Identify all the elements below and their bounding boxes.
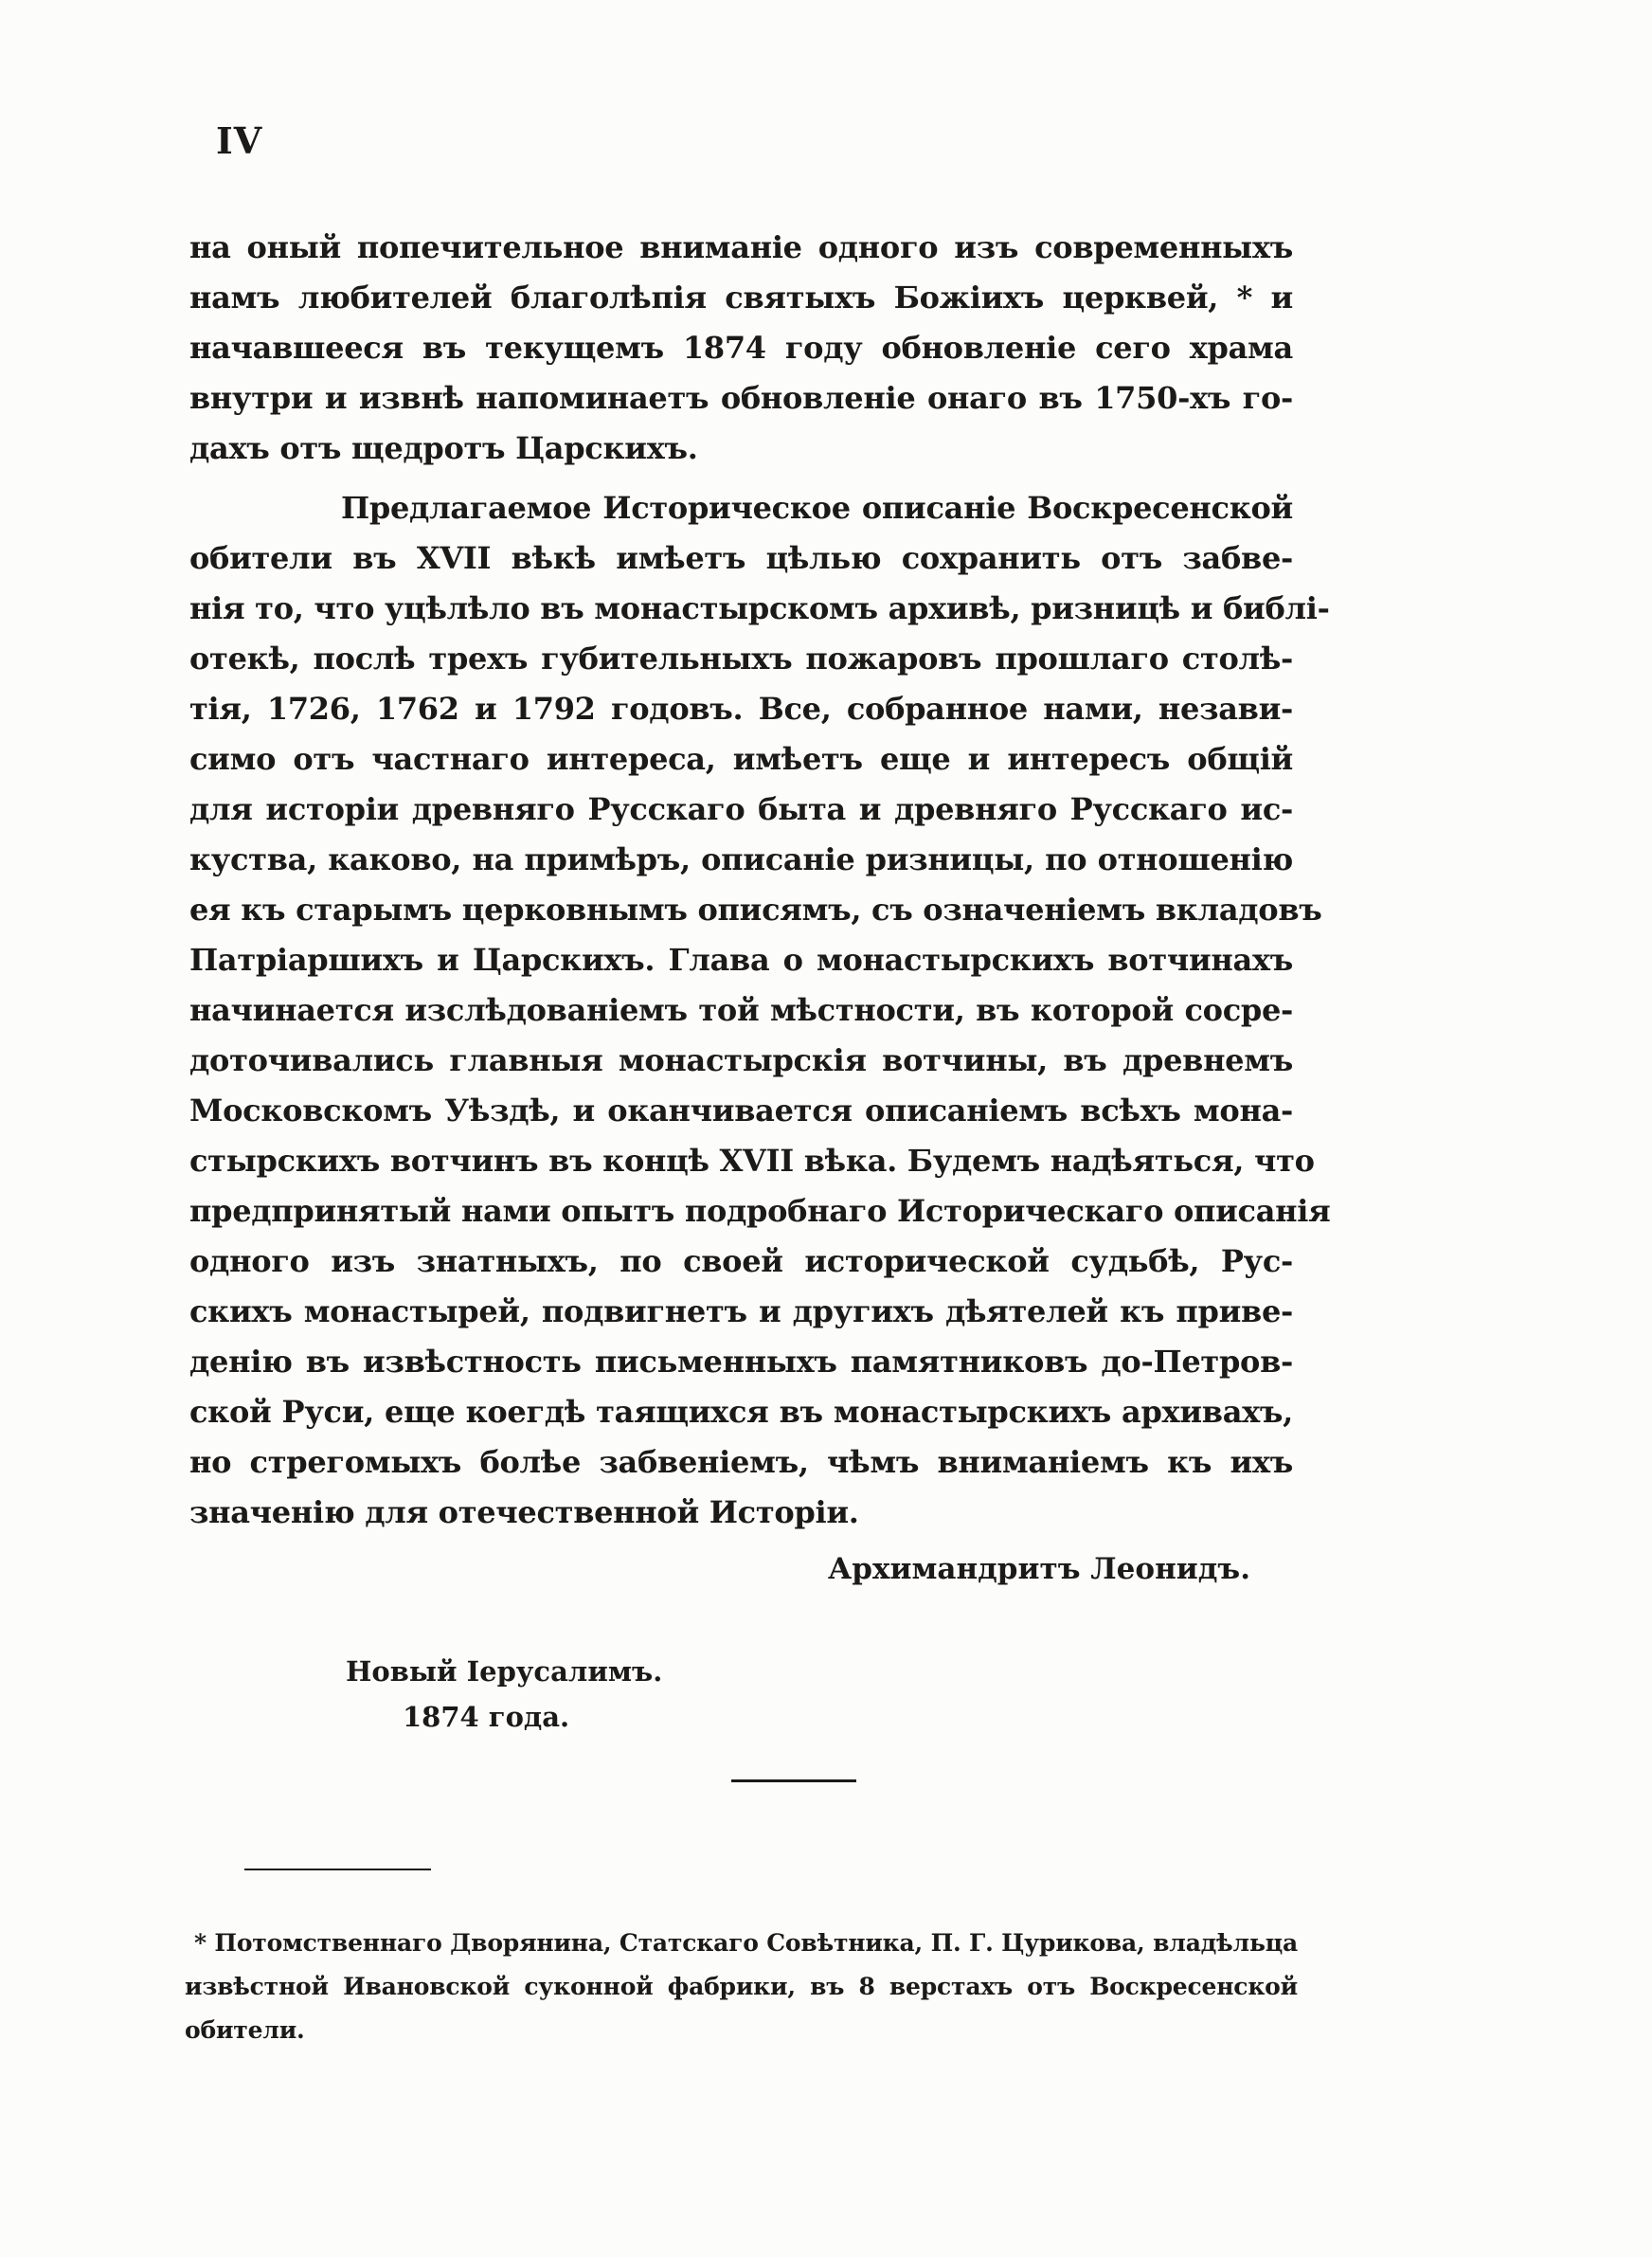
text-line: на оный попечительное вниманіе одного изъ современныхъ	[189, 229, 1293, 265]
place-date-block	[346, 1649, 662, 1740]
text-line: обители въ XVII вѣкѣ имѣетъ цѣлью сохранить отъ забве-	[189, 540, 1293, 576]
paragraph	[189, 223, 1293, 474]
date-line: 1874 года.	[403, 1701, 570, 1733]
text-line: денію въ извѣстность письменныхъ памятниковъ до-Петров-	[189, 1344, 1293, 1380]
paragraph	[189, 483, 1331, 1538]
text-line: Московскомъ Уѣздѣ, и оканчивается описаніемъ всѣхъ мона-	[189, 1092, 1293, 1128]
text-line: ской Руси, еще коегдѣ таящихся въ монастырскихъ архивахъ,	[189, 1394, 1293, 1430]
text-line: дахъ отъ щедротъ Царскихъ.	[189, 430, 698, 466]
body-paragraphs	[189, 223, 1331, 1538]
text-line: намъ любителей благолѣпія святыхъ Божіихъ церквей, * и	[189, 280, 1293, 316]
footnote-line: * Потомственнаго Дворянина, Статскаго Совѣтника, П. Г. Цурикова, владѣльца	[194, 1929, 1298, 1957]
text-line: но стрегомыхъ болѣе забвеніемъ, чѣмъ вниманіемъ къ ихъ	[189, 1444, 1293, 1480]
text-line: отекѣ, послѣ трехъ губительныхъ пожаровъ прошлаго столѣ-	[189, 641, 1293, 677]
text-line: симо отъ частнаго интереса, имѣетъ еще и интересъ общій	[189, 741, 1293, 777]
text-line: Патріаршихъ и Царскихъ. Глава о монастырскихъ вотчинахъ	[189, 942, 1293, 978]
footnote-separator-rule	[244, 1869, 431, 1870]
page-number: IV	[216, 119, 263, 162]
text-line: куства, каково, на примѣръ, описаніе ризницы, по отношенію	[189, 841, 1293, 877]
text-line: начавшееся въ текущемъ 1874 году обновленіе сего храма	[189, 330, 1293, 366]
text-line: нія то, что уцѣлѣло въ монастырскомъ архивѣ, ризницѣ и библі-	[189, 590, 1330, 626]
footnote-block	[185, 1922, 1298, 2052]
footnote-line: извѣстной Ивановской суконной фабрики, въ 8 верстахъ отъ Воскресенской	[185, 1973, 1298, 2000]
text-line: ея къ старымъ церковнымъ описямъ, съ означеніемъ вкладовъ	[189, 892, 1322, 928]
place-line: Новый Іерусалимъ.	[346, 1655, 663, 1688]
text-line: скихъ монастырей, подвигнетъ и другихъ дѣятелей къ приве-	[189, 1293, 1293, 1329]
text-line: начинается изслѣдованіемъ той мѣстности, въ которой сосре-	[189, 992, 1293, 1028]
text-line: одного изъ знатныхъ, по своей исторической судьбѣ, Рус-	[189, 1243, 1293, 1279]
footnote-line: обители.	[185, 2016, 305, 2044]
text-line: внутри и извнѣ напоминаетъ обновленіе онаго въ 1750-хъ го-	[189, 380, 1293, 416]
author-signature: Архимандритъ Леонидъ.	[828, 1552, 1250, 1586]
text-line: доточивались главныя монастырскія вотчины, въ древнемъ	[189, 1042, 1293, 1078]
text-line: Предлагаемое Историческое описаніе Воскресенской	[341, 490, 1293, 526]
text-line: значенію для отечественной Исторіи.	[189, 1494, 859, 1530]
text-line: тія, 1726, 1762 и 1792 годовъ. Все, собранное нами, незави-	[189, 691, 1293, 727]
text-line: стырскихъ вотчинъ въ концѣ XVII вѣка. Будемъ надѣяться, что	[189, 1143, 1315, 1179]
text-line: предпринятый нами опытъ подробнаго Историческаго описанія	[189, 1193, 1331, 1229]
text-line: для исторіи древняго Русскаго быта и древняго Русскаго ис-	[189, 791, 1293, 827]
section-divider-rule	[731, 1779, 856, 1782]
